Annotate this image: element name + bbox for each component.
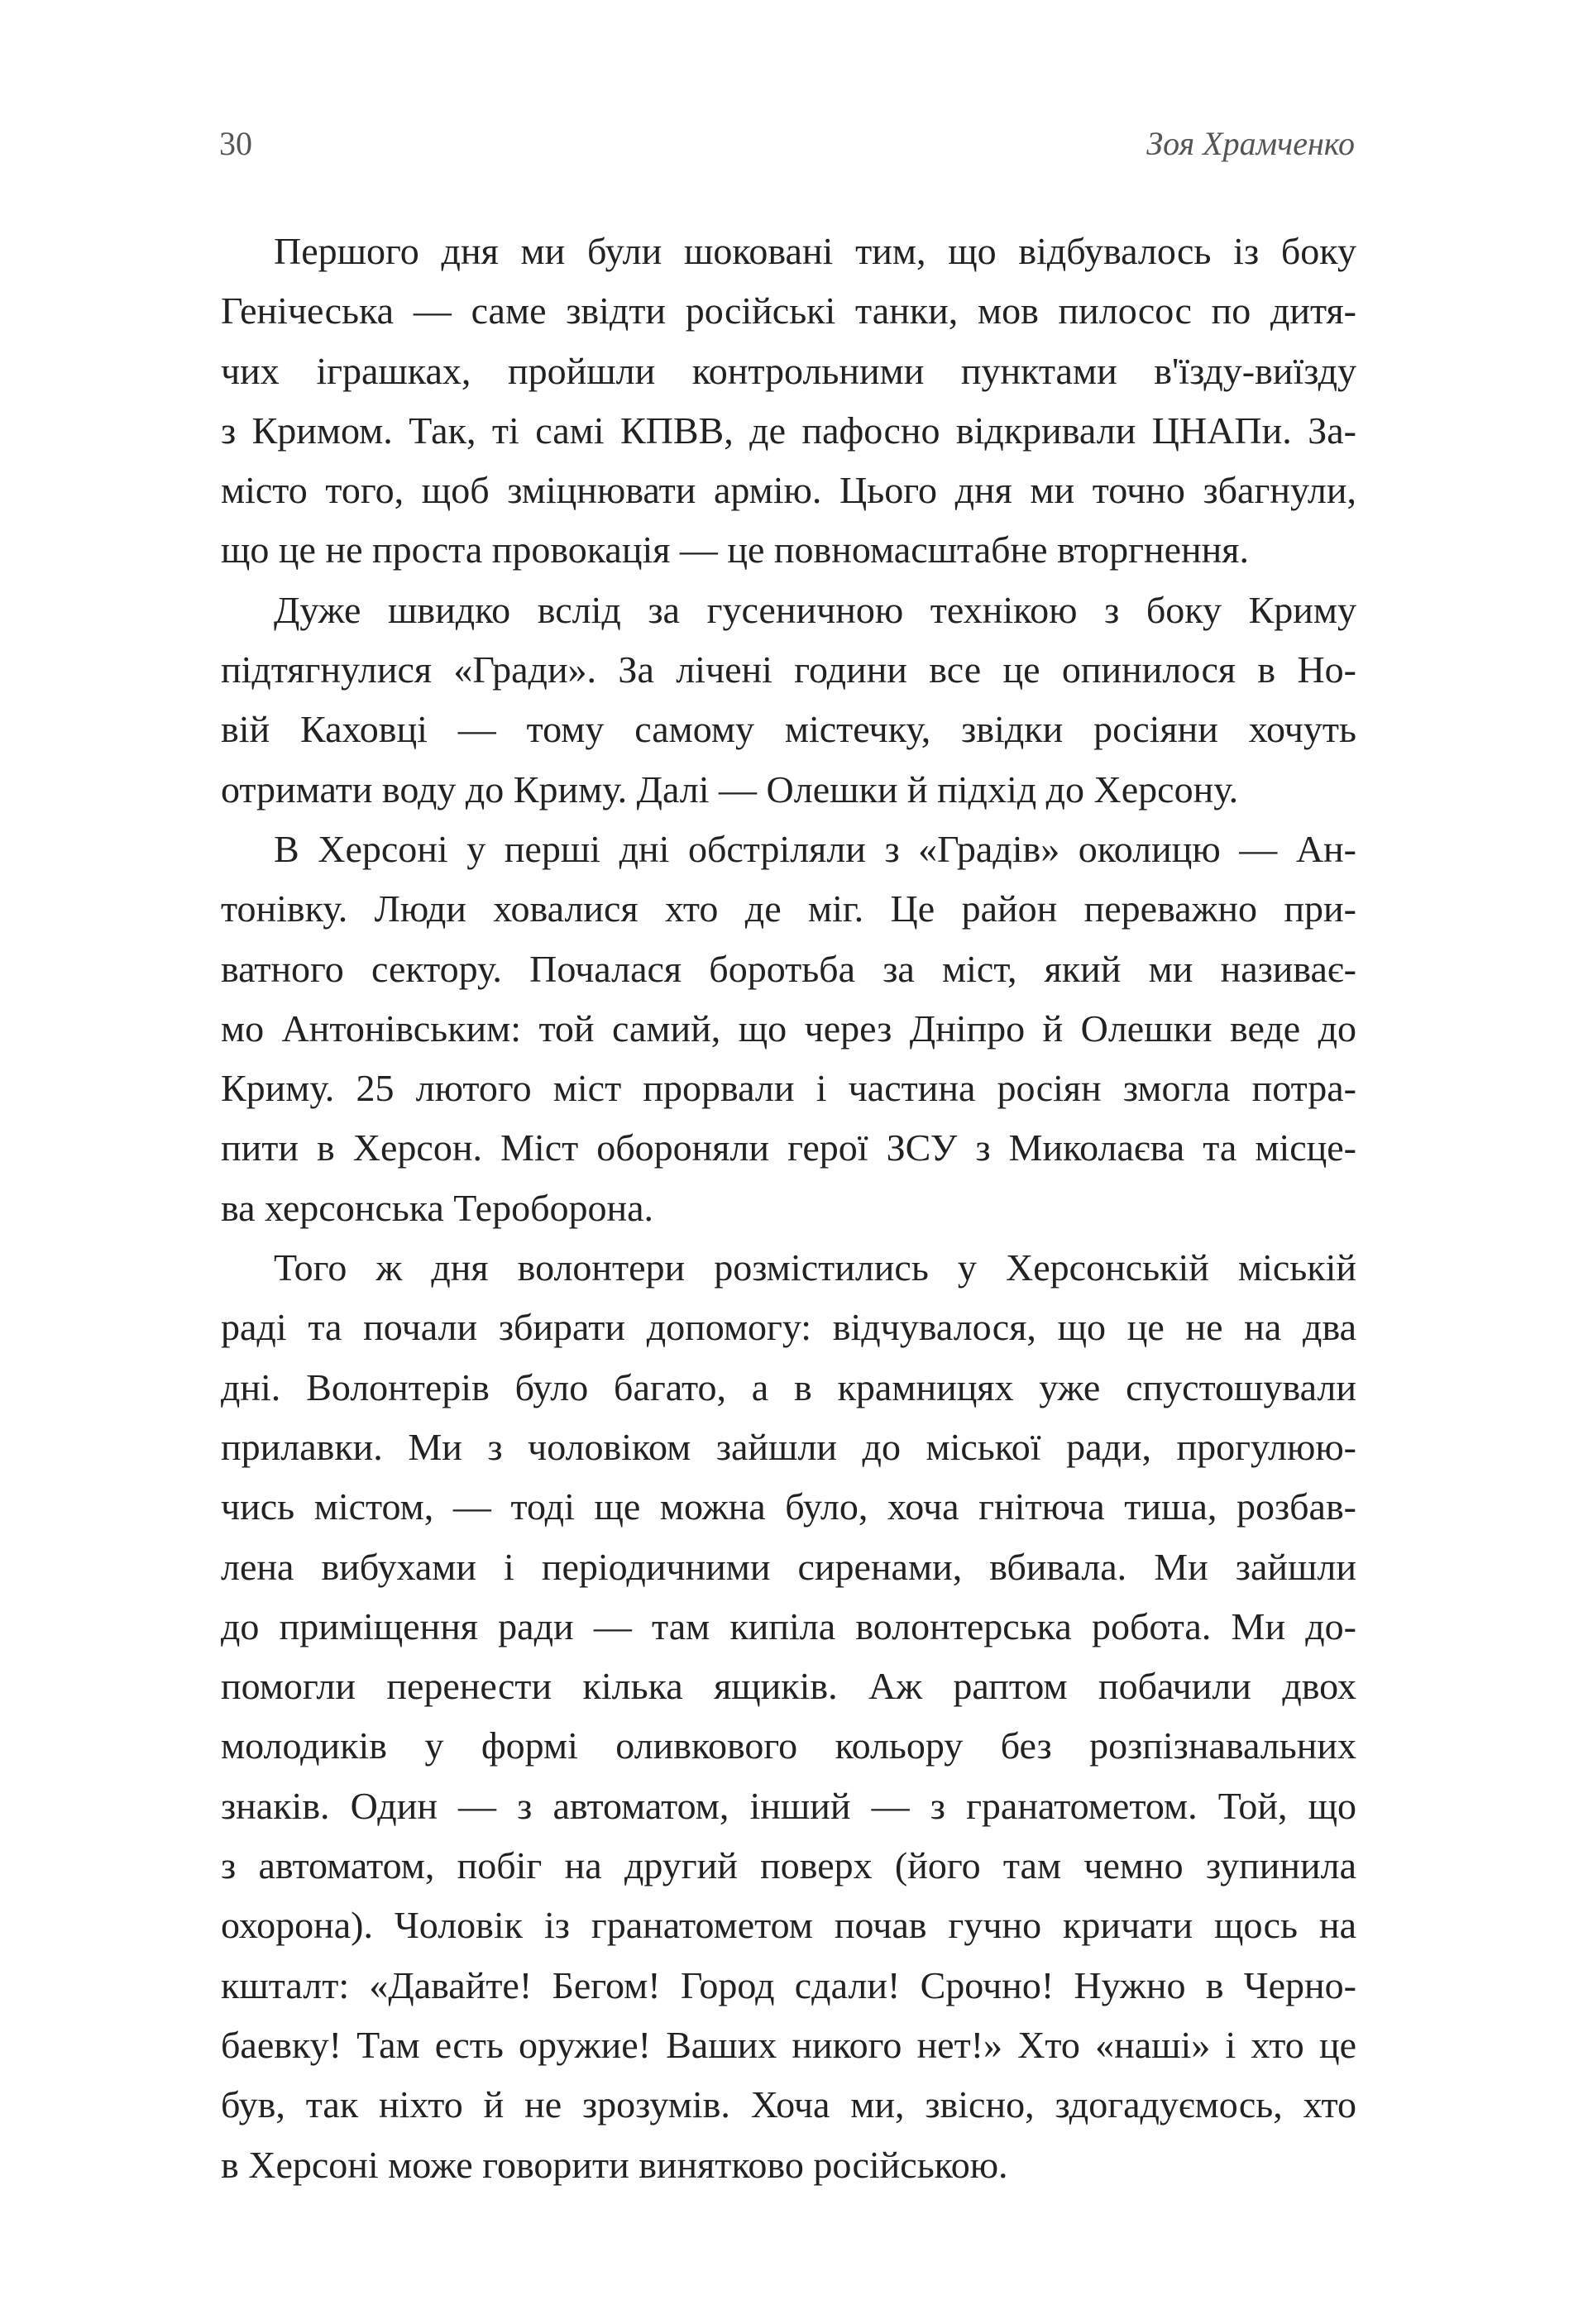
text-line: Дуже швидко вслід за гусеничною технікою з боку Криму <box>274 588 1356 631</box>
text-line: ватного сектору. Почалася боротьба за міст, який ми називає- <box>221 947 1356 990</box>
page-body-text <box>221 222 1356 2195</box>
text-line: прилавки. Ми з чоловіком зайшли до міської ради, прогулюю- <box>221 1425 1356 1468</box>
text-line: дні. Волонтерів було багато, а в крамницях уже спустошували <box>221 1365 1356 1408</box>
text-line: молодиків у формі оливкового кольору без розпізнавальних <box>221 1724 1356 1767</box>
running-header-author: Зоя Храмченко <box>1146 125 1355 162</box>
text-line: помогли перенести кілька ящиків. Аж раптом побачили двох <box>221 1665 1356 1708</box>
paragraph <box>221 222 1356 581</box>
text-line: отримати воду до Криму. Далі — Олешки й підхід до Херсону. <box>221 767 1239 811</box>
paragraph <box>221 1238 1356 2195</box>
text-line: до приміщення ради — там кипіла волонтерська робота. Ми до- <box>221 1604 1356 1647</box>
text-line: Першого дня ми були шоковані тим, що відбувалось із боку <box>274 230 1356 272</box>
text-line: мо Антонівським: той самий, що через Дніпро й Олешки веде до <box>221 1007 1356 1050</box>
text-line: баевку! Там есть оружие! Ваших никого нет!» Хто «наші» і хто це <box>221 2023 1356 2066</box>
text-line: Генічеська — саме звідти російські танки, мов пилосос по дитя- <box>221 289 1356 332</box>
text-line: вій Каховці — тому самому містечку, звідки росіяни хочуть <box>221 708 1356 751</box>
text-line: раді та почали збирати допомогу: відчувалося, що це не на два <box>221 1306 1356 1349</box>
text-line: підтягнулися «Гради». За лічені години все це опинилося в Но- <box>221 648 1356 691</box>
text-line: місто того, щоб зміцнювати армію. Цього дня ми точно збагнули, <box>221 469 1356 512</box>
text-line: в Херсоні може говорити винятково російською. <box>221 2143 1008 2186</box>
text-line: кшталт: «Давайте! Бегом! Город сдали! Срочно! Нужно в Черно- <box>221 1963 1356 2006</box>
text-line: лена вибухами і періодичними сиренами, вбивала. Ми зайшли <box>221 1545 1356 1588</box>
text-line: чих іграшках, пройшли контрольними пунктами в'їзду-виїзду <box>221 349 1356 392</box>
text-line: пити в Херсон. Міст обороняли герої ЗСУ з Миколаєва та місце- <box>221 1126 1356 1169</box>
text-line: В Херсоні у перші дні обстріляли з «Градів» околицю — Ан- <box>274 827 1356 870</box>
text-line: з Кримом. Так, ті самі КПВВ, де пафосно відкривали ЦНАПи. За- <box>221 409 1356 452</box>
text-line: Того ж дня волонтери розмістились у Херсонській міській <box>274 1246 1356 1289</box>
text-line: Криму. 25 лютого міст прорвали і частина росіян змогла потра- <box>221 1067 1356 1110</box>
text-line: охорона). Чоловік із гранатометом почав гучно кричати щось на <box>221 1904 1356 1947</box>
page-number: 30 <box>219 125 252 162</box>
text-line: ва херсонська Тероборона. <box>221 1186 654 1229</box>
text-line: знаків. Один — з автоматом, інший — з гранатометом. Той, що <box>221 1784 1356 1827</box>
text-line: з автоматом, побіг на другий поверх (його там чемно зупинила <box>221 1844 1356 1887</box>
text-line: що це не проста провокація — це повномасштабне вторгнення. <box>221 528 1249 571</box>
paragraph <box>221 581 1356 820</box>
paragraph <box>221 820 1356 1238</box>
text-line: був, так ніхто й не зрозумів. Хоча ми, звісно, здогадуємось, хто <box>221 2083 1356 2126</box>
text-line: тонівку. Люди ховалися хто де міг. Це район переважно при- <box>221 887 1356 930</box>
text-line: чись містом, — тоді ще можна було, хоча гнітюча тиша, розбав- <box>221 1485 1356 1528</box>
